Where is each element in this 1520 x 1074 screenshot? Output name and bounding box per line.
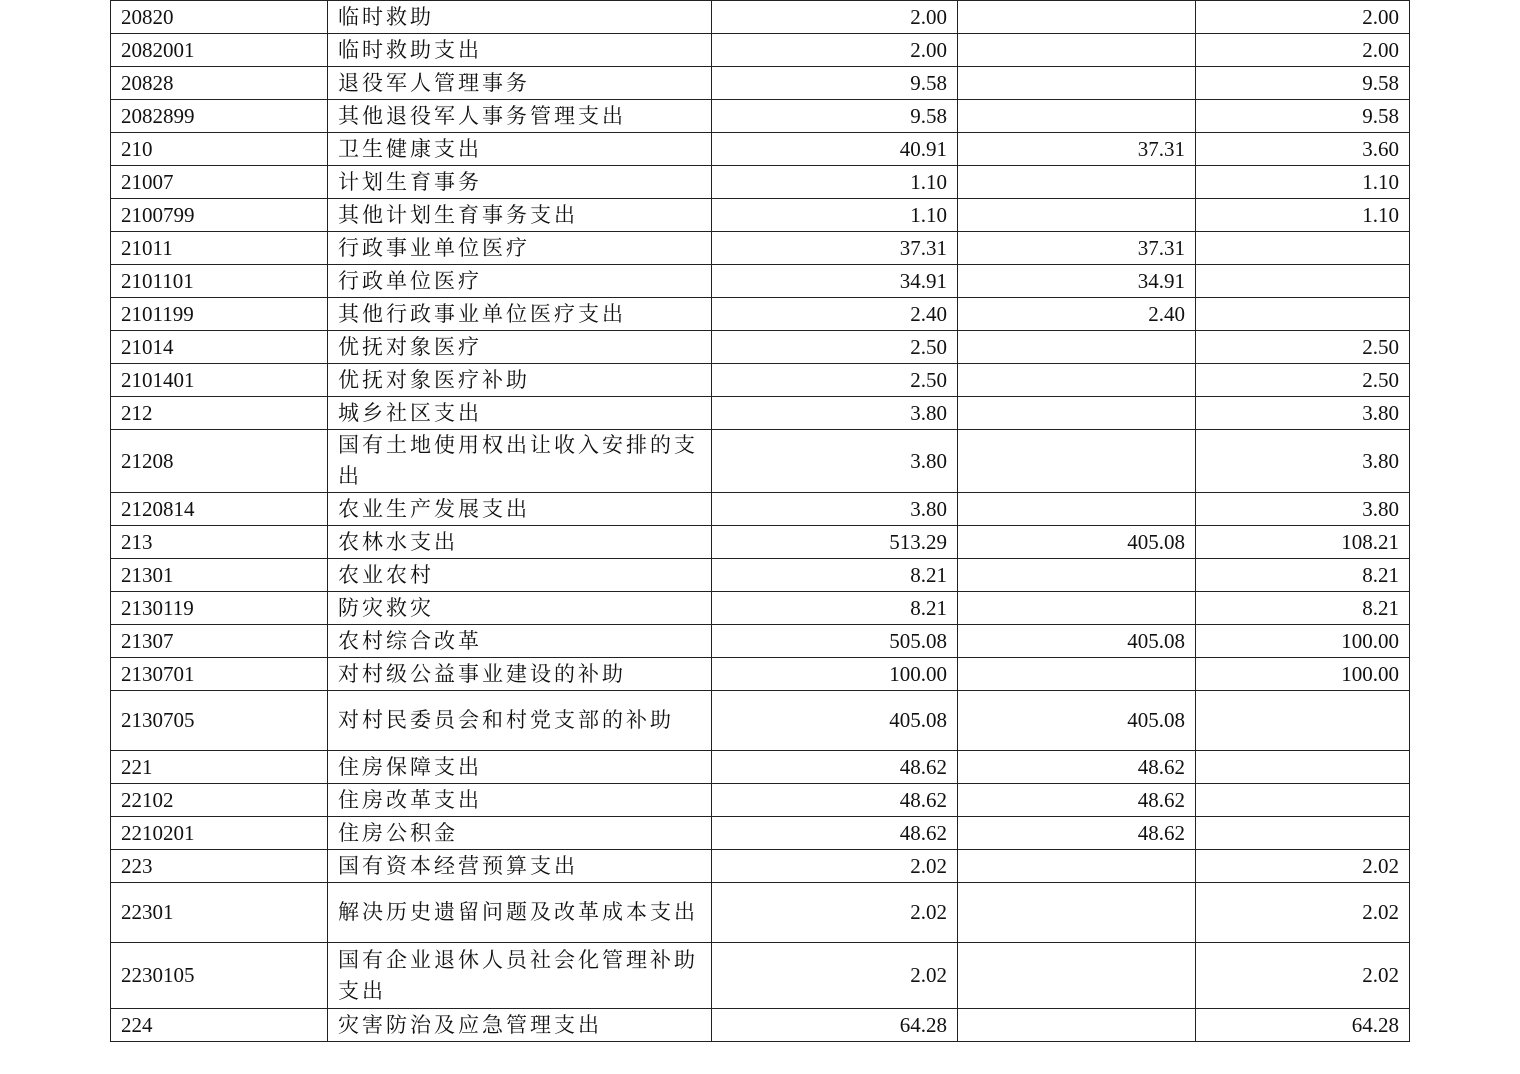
total-amount-cell: 2.50 [712, 364, 958, 397]
subject-name-cell: 临时救助支出 [328, 34, 712, 67]
project-expenditure-cell [1196, 817, 1410, 850]
basic-expenditure-cell: 48.62 [958, 817, 1196, 850]
subject-code-cell: 2130119 [111, 592, 328, 625]
subject-name-cell: 国有企业退休人员社会化管理补助支出 [328, 943, 712, 1009]
basic-expenditure-cell [958, 943, 1196, 1009]
project-expenditure-cell: 3.80 [1196, 430, 1410, 493]
total-amount-cell: 48.62 [712, 817, 958, 850]
table-row [111, 100, 1410, 133]
total-amount-cell: 48.62 [712, 751, 958, 784]
total-amount-cell: 37.31 [712, 232, 958, 265]
subject-name-cell: 其他计划生育事务支出 [328, 199, 712, 232]
subject-code-cell: 2230105 [111, 943, 328, 1009]
project-expenditure-cell: 8.21 [1196, 559, 1410, 592]
project-expenditure-cell [1196, 232, 1410, 265]
basic-expenditure-cell [958, 331, 1196, 364]
subject-name-cell: 国有资本经营预算支出 [328, 850, 712, 883]
project-expenditure-cell: 2.02 [1196, 883, 1410, 943]
basic-expenditure-cell: 37.31 [958, 232, 1196, 265]
subject-name-cell: 灾害防治及应急管理支出 [328, 1009, 712, 1042]
table-row [111, 625, 1410, 658]
basic-expenditure-cell [958, 1009, 1196, 1042]
basic-expenditure-cell: 48.62 [958, 784, 1196, 817]
table-row [111, 133, 1410, 166]
total-amount-cell: 505.08 [712, 625, 958, 658]
subject-code-cell: 2101101 [111, 265, 328, 298]
subject-code-cell: 2082001 [111, 34, 328, 67]
basic-expenditure-cell [958, 883, 1196, 943]
project-expenditure-cell: 64.28 [1196, 1009, 1410, 1042]
total-amount-cell: 3.80 [712, 397, 958, 430]
basic-expenditure-cell [958, 493, 1196, 526]
basic-expenditure-cell: 405.08 [958, 526, 1196, 559]
subject-name-cell: 行政事业单位医疗 [328, 232, 712, 265]
subject-name-cell: 住房改革支出 [328, 784, 712, 817]
table-row [111, 364, 1410, 397]
total-amount-cell: 405.08 [712, 691, 958, 751]
subject-code-cell: 221 [111, 751, 328, 784]
subject-code-cell: 2101199 [111, 298, 328, 331]
total-amount-cell: 64.28 [712, 1009, 958, 1042]
project-expenditure-cell: 2.50 [1196, 331, 1410, 364]
project-expenditure-cell: 100.00 [1196, 658, 1410, 691]
table-row [111, 691, 1410, 751]
project-expenditure-cell [1196, 784, 1410, 817]
project-expenditure-cell: 2.02 [1196, 850, 1410, 883]
total-amount-cell: 34.91 [712, 265, 958, 298]
basic-expenditure-cell [958, 658, 1196, 691]
subject-code-cell: 223 [111, 850, 328, 883]
project-expenditure-cell: 2.00 [1196, 1, 1410, 34]
subject-name-cell: 其他行政事业单位医疗支出 [328, 298, 712, 331]
subject-name-cell: 卫生健康支出 [328, 133, 712, 166]
budget-expenditure-table [110, 0, 1410, 1042]
total-amount-cell: 9.58 [712, 100, 958, 133]
table-row [111, 265, 1410, 298]
total-amount-cell: 100.00 [712, 658, 958, 691]
basic-expenditure-cell [958, 397, 1196, 430]
subject-name-cell: 其他退役军人事务管理支出 [328, 100, 712, 133]
project-expenditure-cell: 3.80 [1196, 397, 1410, 430]
total-amount-cell: 513.29 [712, 526, 958, 559]
basic-expenditure-cell [958, 34, 1196, 67]
basic-expenditure-cell: 34.91 [958, 265, 1196, 298]
total-amount-cell: 2.02 [712, 883, 958, 943]
project-expenditure-cell: 3.80 [1196, 493, 1410, 526]
subject-name-cell: 优抚对象医疗补助 [328, 364, 712, 397]
subject-name-cell: 对村民委员会和村党支部的补助 [328, 691, 712, 751]
subject-name-cell: 行政单位医疗 [328, 265, 712, 298]
basic-expenditure-cell [958, 166, 1196, 199]
table-row [111, 526, 1410, 559]
subject-code-cell: 224 [111, 1009, 328, 1042]
total-amount-cell: 2.02 [712, 850, 958, 883]
subject-code-cell: 22102 [111, 784, 328, 817]
table-row [111, 232, 1410, 265]
subject-name-cell: 城乡社区支出 [328, 397, 712, 430]
subject-code-cell: 2100799 [111, 199, 328, 232]
subject-code-cell: 21014 [111, 331, 328, 364]
subject-name-cell: 住房公积金 [328, 817, 712, 850]
total-amount-cell: 2.02 [712, 943, 958, 1009]
table-row [111, 883, 1410, 943]
table-row [111, 397, 1410, 430]
subject-name-cell: 解决历史遗留问题及改革成本支出 [328, 883, 712, 943]
project-expenditure-cell: 100.00 [1196, 625, 1410, 658]
project-expenditure-cell [1196, 298, 1410, 331]
table-row [111, 298, 1410, 331]
subject-name-cell: 计划生育事务 [328, 166, 712, 199]
basic-expenditure-cell: 48.62 [958, 751, 1196, 784]
total-amount-cell: 9.58 [712, 67, 958, 100]
basic-expenditure-cell [958, 850, 1196, 883]
project-expenditure-cell: 8.21 [1196, 592, 1410, 625]
subject-code-cell: 20820 [111, 1, 328, 34]
subject-name-cell: 住房保障支出 [328, 751, 712, 784]
table-row [111, 784, 1410, 817]
total-amount-cell: 1.10 [712, 166, 958, 199]
subject-code-cell: 2130701 [111, 658, 328, 691]
table-row [111, 430, 1410, 493]
table-row [111, 199, 1410, 232]
basic-expenditure-cell: 405.08 [958, 691, 1196, 751]
subject-code-cell: 213 [111, 526, 328, 559]
basic-expenditure-cell [958, 559, 1196, 592]
table-row [111, 817, 1410, 850]
basic-expenditure-cell [958, 199, 1196, 232]
project-expenditure-cell [1196, 691, 1410, 751]
table-row [111, 751, 1410, 784]
table-row [111, 34, 1410, 67]
basic-expenditure-cell: 2.40 [958, 298, 1196, 331]
total-amount-cell: 8.21 [712, 559, 958, 592]
total-amount-cell: 3.80 [712, 430, 958, 493]
subject-code-cell: 21007 [111, 166, 328, 199]
basic-expenditure-cell: 37.31 [958, 133, 1196, 166]
subject-code-cell: 2120814 [111, 493, 328, 526]
basic-expenditure-cell [958, 430, 1196, 493]
subject-name-cell: 农业生产发展支出 [328, 493, 712, 526]
subject-name-cell: 退役军人管理事务 [328, 67, 712, 100]
subject-code-cell: 22301 [111, 883, 328, 943]
total-amount-cell: 40.91 [712, 133, 958, 166]
subject-name-cell: 优抚对象医疗 [328, 331, 712, 364]
table-row [111, 850, 1410, 883]
subject-code-cell: 212 [111, 397, 328, 430]
project-expenditure-cell: 108.21 [1196, 526, 1410, 559]
subject-name-cell: 临时救助 [328, 1, 712, 34]
table-row [111, 559, 1410, 592]
subject-code-cell: 2210201 [111, 817, 328, 850]
subject-name-cell: 对村级公益事业建设的补助 [328, 658, 712, 691]
basic-expenditure-cell [958, 592, 1196, 625]
subject-name-cell: 国有土地使用权出让收入安排的支出 [328, 430, 712, 493]
total-amount-cell: 2.00 [712, 34, 958, 67]
total-amount-cell: 2.00 [712, 1, 958, 34]
subject-code-cell: 2130705 [111, 691, 328, 751]
subject-name-cell: 农林水支出 [328, 526, 712, 559]
table-row [111, 493, 1410, 526]
subject-name-cell: 农村综合改革 [328, 625, 712, 658]
table-row [111, 1009, 1410, 1042]
table-row [111, 943, 1410, 1009]
project-expenditure-cell: 2.00 [1196, 34, 1410, 67]
total-amount-cell: 2.40 [712, 298, 958, 331]
total-amount-cell: 3.80 [712, 493, 958, 526]
project-expenditure-cell [1196, 265, 1410, 298]
subject-code-cell: 21307 [111, 625, 328, 658]
subject-code-cell: 21301 [111, 559, 328, 592]
basic-expenditure-cell: 405.08 [958, 625, 1196, 658]
total-amount-cell: 48.62 [712, 784, 958, 817]
project-expenditure-cell: 9.58 [1196, 67, 1410, 100]
subject-name-cell: 防灾救灾 [328, 592, 712, 625]
project-expenditure-cell: 1.10 [1196, 166, 1410, 199]
subject-code-cell: 210 [111, 133, 328, 166]
table-body [111, 1, 1410, 1042]
subject-code-cell: 21208 [111, 430, 328, 493]
subject-name-cell: 农业农村 [328, 559, 712, 592]
project-expenditure-cell: 2.02 [1196, 943, 1410, 1009]
table-row [111, 592, 1410, 625]
total-amount-cell: 2.50 [712, 331, 958, 364]
project-expenditure-cell: 3.60 [1196, 133, 1410, 166]
table-row [111, 67, 1410, 100]
total-amount-cell: 8.21 [712, 592, 958, 625]
subject-code-cell: 21011 [111, 232, 328, 265]
subject-code-cell: 2101401 [111, 364, 328, 397]
table-row [111, 1, 1410, 34]
table-row [111, 658, 1410, 691]
project-expenditure-cell: 2.50 [1196, 364, 1410, 397]
project-expenditure-cell [1196, 751, 1410, 784]
basic-expenditure-cell [958, 67, 1196, 100]
basic-expenditure-cell [958, 1, 1196, 34]
subject-code-cell: 2082899 [111, 100, 328, 133]
total-amount-cell: 1.10 [712, 199, 958, 232]
basic-expenditure-cell [958, 100, 1196, 133]
table-row [111, 166, 1410, 199]
table-row [111, 331, 1410, 364]
basic-expenditure-cell [958, 364, 1196, 397]
project-expenditure-cell: 1.10 [1196, 199, 1410, 232]
subject-code-cell: 20828 [111, 67, 328, 100]
project-expenditure-cell: 9.58 [1196, 100, 1410, 133]
